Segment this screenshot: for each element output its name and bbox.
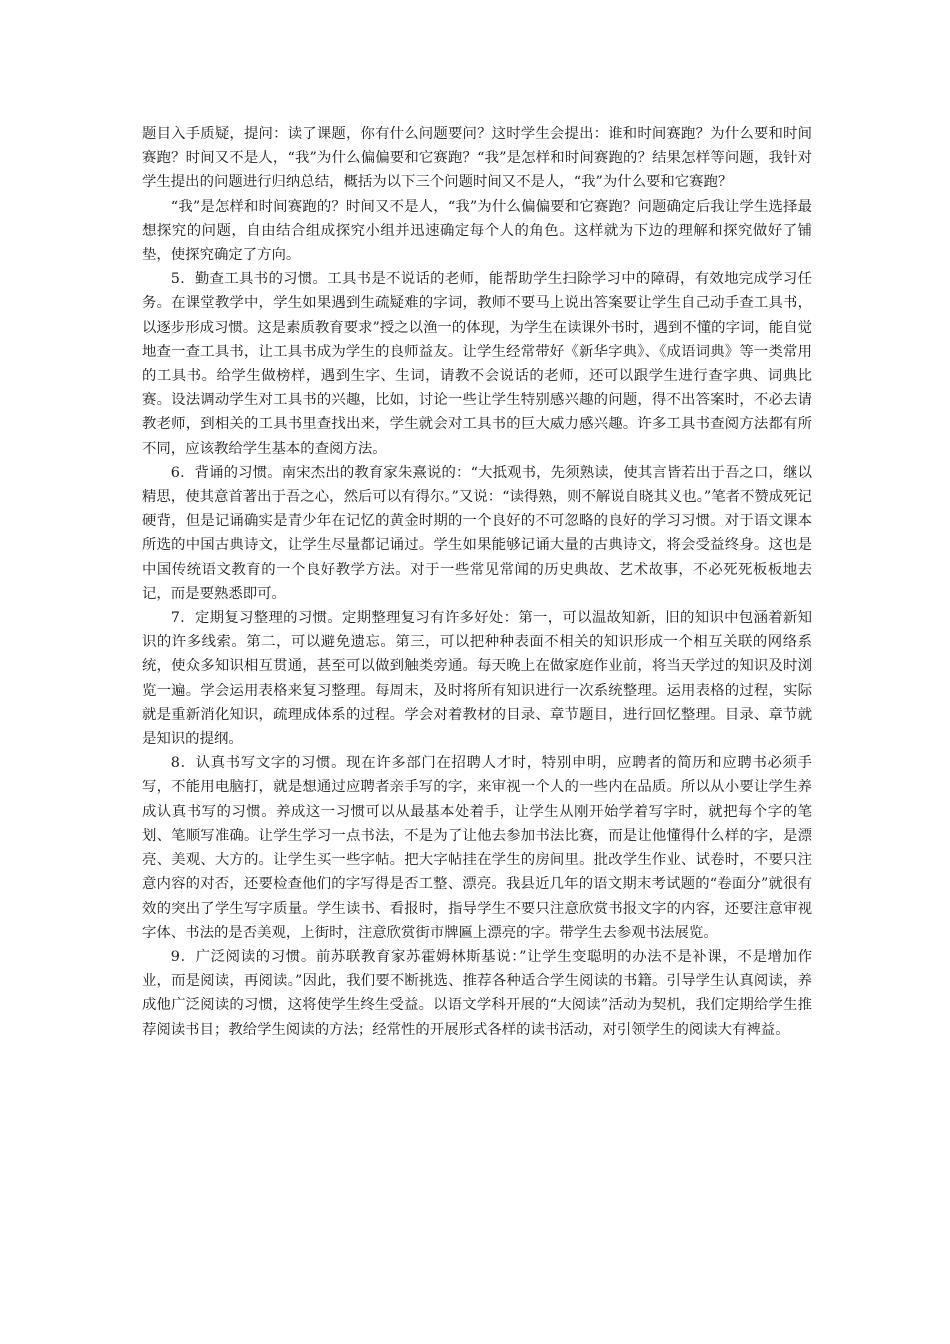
paragraph-habit-9: 9．广泛阅读的习惯。前苏联教育家苏霍姆林斯基说：”让学生变聪明的办法不是补课，不是增加作业，而是阅读，再阅读。”因此，我们要不断挑选、推荐各种适合学生阅读的书籍。引导学生认真阅读，养成他广泛阅读的习惯，这将使学生终生受益。以语文学科开展的“大阅读”活动为契机，我们定期给学生推荐阅读书目；教给学生阅读的方法；经常性的开展形式各样的读书活动，对引领学生的阅读大有裨益。 (142, 948, 812, 1038)
paragraph-habit-8: 8．认真书写文字的习惯。现在许多部门在招聘人才时，特别申明，应聘者的简历和应聘书必须手写，不能用电脑打，就是想通过应聘者亲手写的字，来审视一个人的一些内在品质。所以从小要让学生养成认真书写的习惯。养成这一习惯可以从最基本处着手，让学生从刚开始学着写字时，就把每个字的笔划、笔顺写准确。让学生学习一点书法，不是为了让他去参加书法比赛，而是让他懂得什么样的字，是漂亮、美观、大方的。让学生买一些字帖。把大字帖挂在学生的房间里。批改学生作业、试卷时，不要只注意内容的对否，还要检查他们的字写得是否工整、漂亮。我县近几年的语文期末考试题的“卷面分”就很有效的突出了学生写字质量。学生读书、看报时，指导学生不要只注意欣赏书报文字的内容，还要注意审视字体、书法的是否美观，上街时，注意欣赏街市牌匾上漂亮的字。带学生去参观书法展览。 (142, 755, 812, 941)
document-body (142, 122, 812, 1042)
paragraph-intro: 题目入手质疑，提问：读了课题，你有什么问题要问？这时学生会提出：谁和时间赛跑？为什么要和时间赛跑？时间又不是人，“我”为什么偏偏要和它赛跑？“我”是怎样和时间赛跑的？结果怎样等问题，我针对学生提出的问题进行归纳总结，概括为以下三个问题时间又不是人，“我”为什么要和它赛跑？ (142, 126, 812, 191)
paragraph-questions: “我”是怎样和时间赛跑的？时间又不是人，“我”为什么偏偏要和它赛跑？问题确定后我让学生选择最想探究的问题，自由结合组成探究小组并迅速确定每个人的角色。这样就为下边的理解和探究做好了铺垫，使探究确定了方向。 (142, 198, 812, 264)
paragraph-habit-6: 6．背诵的习惯。南宋杰出的教育家朱熹说的：“大抵观书，先须熟读，使其言皆若出于吾之口，继以精思，使其意首著出于吾之心，然后可以有得尔。”又说：“读得熟，则不解说自晓其义也。”笔者不赞成死记硬背，但是记诵确实是青少年在记忆的黄金时期的一个良好的不可忽略的良好的学习习惯。对于语文课本所选的中国古典诗文，让学生尽量都记诵过。学生如果能够记诵大量的古典诗文，将会受益终身。这也是中国传统语文教育的一个良好教学方法。对于一些常见常闻的历史典故、艺术故事，不必死死板板地去记，而是要熟悉即可。 (142, 464, 812, 602)
paragraph-habit-7: 7．定期复习整理的习惯。定期整理复习有许多好处：第一，可以温故知新，旧的知识中包涵着新知识的许多线索。第二，可以避免遗忘。第三，可以把种种表面不相关的知识形成一个相互关联的网络系统，使众多知识相互贯通，甚至可以做到触类旁通。每天晚上在做家庭作业前，将当天学过的知识及时浏览一遍。学会运用表格来复习整理。每周末，及时将所有知识进行一次系统整理。运用表格的过程，实际就是重新消化知识，疏理成体系的过程。学会对着教材的目录、章节题目，进行回忆整理。目录、章节就是知识的提纲。 (142, 610, 812, 748)
paragraph-habit-5: 5．勤查工具书的习惯。工具书是不说话的老师，能帮助学生扫除学习中的障碍，有效地完成学习任务。在课堂教学中，学生如果遇到生疏疑难的字词，教师不要马上说出答案要让学生自己动手查工具书，以逐步形成习惯。这是素质教育要求”授之以渔一的体现，为学生在读课外书时，遇到不懂的字词，能自觉地查一查工具书，让工具书成为学生的良师益友。让学生经常带好《新华字典》、《成语词典》等一类常用的工具书。给学生做榜样，遇到生字、生词，请教不会说话的老师，还可以跟学生进行查字典、词典比赛。设法调动学生对工具书的兴趣，比如，讨论一些让学生特别感兴趣的问题，得不出答案时，不必去请教老师，到相关的工具书里查找出来，学生就会对工具书的巨大威力感兴趣。许多工具书查阅方法都有所不同，应该教给学生基本的查阅方法。 (142, 271, 812, 457)
